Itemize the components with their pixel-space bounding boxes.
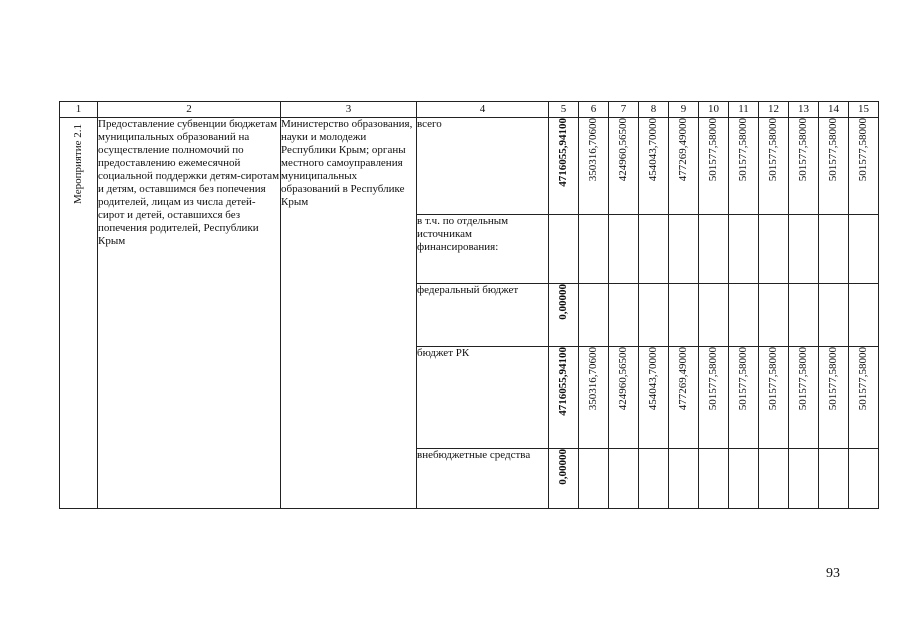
- value-cell: [699, 449, 729, 509]
- activity-executor: Министерство образования, науки и молодежи Республики Крым; органы местного самоуправления муниципальных образований в Республике Крым: [281, 118, 417, 509]
- value-cell: 501577,58000: [819, 118, 849, 215]
- value-cell: [849, 215, 879, 284]
- activity-label-cell: [60, 118, 98, 509]
- header-cell: 12: [759, 102, 789, 118]
- value-cell: 424960,56500: [609, 347, 639, 449]
- value-cell: [789, 284, 819, 347]
- value-cell: 501577,58000: [849, 347, 879, 449]
- header-row: [60, 102, 879, 118]
- source-cell: бюджет РК: [417, 347, 549, 449]
- value-cell: [819, 284, 849, 347]
- header-cell: 1: [60, 102, 98, 118]
- value-cell: 501577,58000: [699, 118, 729, 215]
- value-cell: 4716055,94100: [549, 347, 579, 449]
- value-cell: 350316,70600: [579, 347, 609, 449]
- value-cell: 0,00000: [549, 284, 579, 347]
- value-cell: 501577,58000: [729, 347, 759, 449]
- value-cell: 501577,58000: [819, 347, 849, 449]
- value-cell: 424960,56500: [609, 118, 639, 215]
- header-cell: 3: [281, 102, 417, 118]
- value-cell: [669, 284, 699, 347]
- budget-table: [59, 101, 879, 509]
- value-cell: [729, 449, 759, 509]
- value-cell: [789, 449, 819, 509]
- header-cell: 5: [549, 102, 579, 118]
- header-cell: 14: [819, 102, 849, 118]
- value-cell: 454043,70000: [639, 347, 669, 449]
- header-cell: 15: [849, 102, 879, 118]
- value-cell: 501577,58000: [759, 347, 789, 449]
- header-cell: 13: [789, 102, 819, 118]
- value-cell: [669, 449, 699, 509]
- table-row: [60, 118, 879, 215]
- value-cell: [789, 215, 819, 284]
- value-cell: [759, 449, 789, 509]
- value-cell: 350316,70600: [579, 118, 609, 215]
- value-cell: [849, 449, 879, 509]
- value-cell: [699, 215, 729, 284]
- value-cell: [849, 284, 879, 347]
- value-cell: 501577,58000: [849, 118, 879, 215]
- value-cell: [639, 284, 669, 347]
- source-cell: федеральный бюджет: [417, 284, 549, 347]
- value-cell: 477269,49000: [669, 118, 699, 215]
- activity-label: Мероприятие 2.1: [72, 124, 84, 204]
- value-cell: [699, 284, 729, 347]
- value-cell: 501577,58000: [759, 118, 789, 215]
- value-cell: [579, 284, 609, 347]
- value-cell: [759, 215, 789, 284]
- value-cell: [609, 449, 639, 509]
- value-cell: [639, 215, 669, 284]
- value-cell: 4716055,94100: [549, 118, 579, 215]
- value-cell: [609, 284, 639, 347]
- header-cell: 2: [98, 102, 281, 118]
- value-cell: [639, 449, 669, 509]
- activity-description: Предоставление субвенции бюджетам муниципальных образований на осуществление полномочий по предоставлению ежемесячной социальной поддержки детям-сиротам и детям, оставшимся без попечения родителей, лицам из числа детей-сирот и детей, оставшихся без попечения родителей, Республики Крым: [98, 118, 281, 509]
- value-cell: [729, 284, 759, 347]
- page-number: 93: [826, 566, 840, 581]
- header-cell: 9: [669, 102, 699, 118]
- value-cell: [549, 215, 579, 284]
- value-cell: 0,00000: [549, 449, 579, 509]
- header-cell: 6: [579, 102, 609, 118]
- header-cell: 7: [609, 102, 639, 118]
- value-cell: 454043,70000: [639, 118, 669, 215]
- value-cell: [819, 449, 849, 509]
- value-cell: [819, 215, 849, 284]
- source-cell: в т.ч. по отдельным источникам финансирования:: [417, 215, 549, 284]
- header-cell: 11: [729, 102, 759, 118]
- value-cell: [669, 215, 699, 284]
- value-cell: [579, 449, 609, 509]
- source-cell: всего: [417, 118, 549, 215]
- header-cell: 8: [639, 102, 669, 118]
- value-cell: 501577,58000: [789, 347, 819, 449]
- source-cell: внебюджетные средства: [417, 449, 549, 509]
- value-cell: [609, 215, 639, 284]
- value-cell: [729, 215, 759, 284]
- value-cell: 477269,49000: [669, 347, 699, 449]
- header-cell: 10: [699, 102, 729, 118]
- value-cell: [759, 284, 789, 347]
- value-cell: 501577,58000: [699, 347, 729, 449]
- header-cell: 4: [417, 102, 549, 118]
- value-cell: 501577,58000: [729, 118, 759, 215]
- value-cell: 501577,58000: [789, 118, 819, 215]
- value-cell: [579, 215, 609, 284]
